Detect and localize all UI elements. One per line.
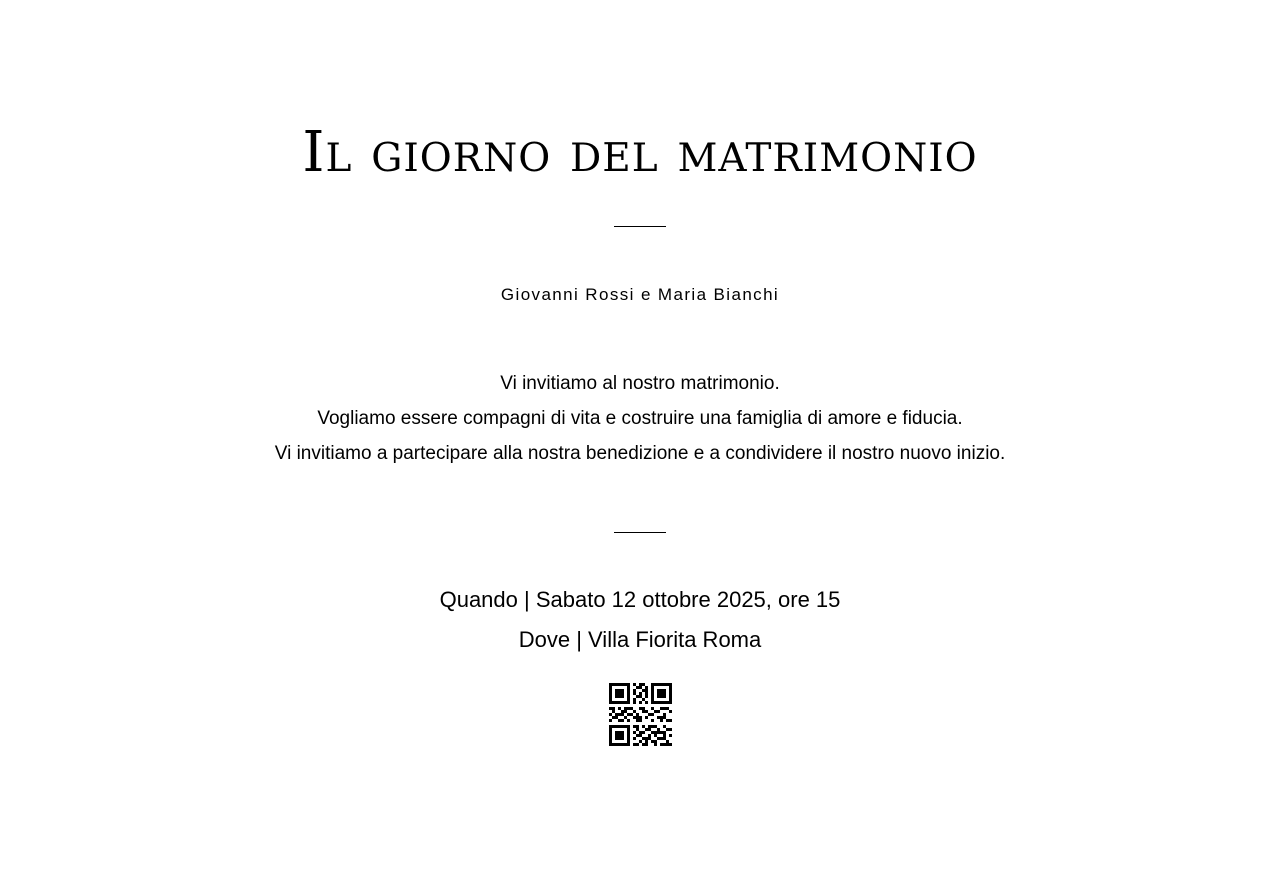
top-divider bbox=[614, 226, 666, 227]
message-line: Vogliamo essere compagni di vita e costruire una famiglia di amore e fiducia. bbox=[317, 408, 963, 429]
bottom-divider bbox=[614, 532, 666, 533]
couple-names: Giovanni Rossi e Maria Bianchi bbox=[500, 285, 780, 304]
invitation-message bbox=[0, 366, 1280, 471]
message-line: Vi invitiamo a partecipare alla nostra benedizione e a condividere il nostro nuovo inizio. bbox=[274, 443, 1006, 464]
event-details bbox=[0, 580, 1280, 660]
event-where: Dove | Villa Fiorita Roma bbox=[518, 627, 762, 652]
event-when: Quando | Sabato 12 ottobre 2025, ore 15 bbox=[439, 587, 841, 612]
message-line: Vi invitiamo al nostro matrimonio. bbox=[500, 373, 780, 394]
qr-code-icon[interactable] bbox=[609, 683, 672, 746]
invitation-title: Il giorno del matrimonio bbox=[302, 120, 978, 185]
